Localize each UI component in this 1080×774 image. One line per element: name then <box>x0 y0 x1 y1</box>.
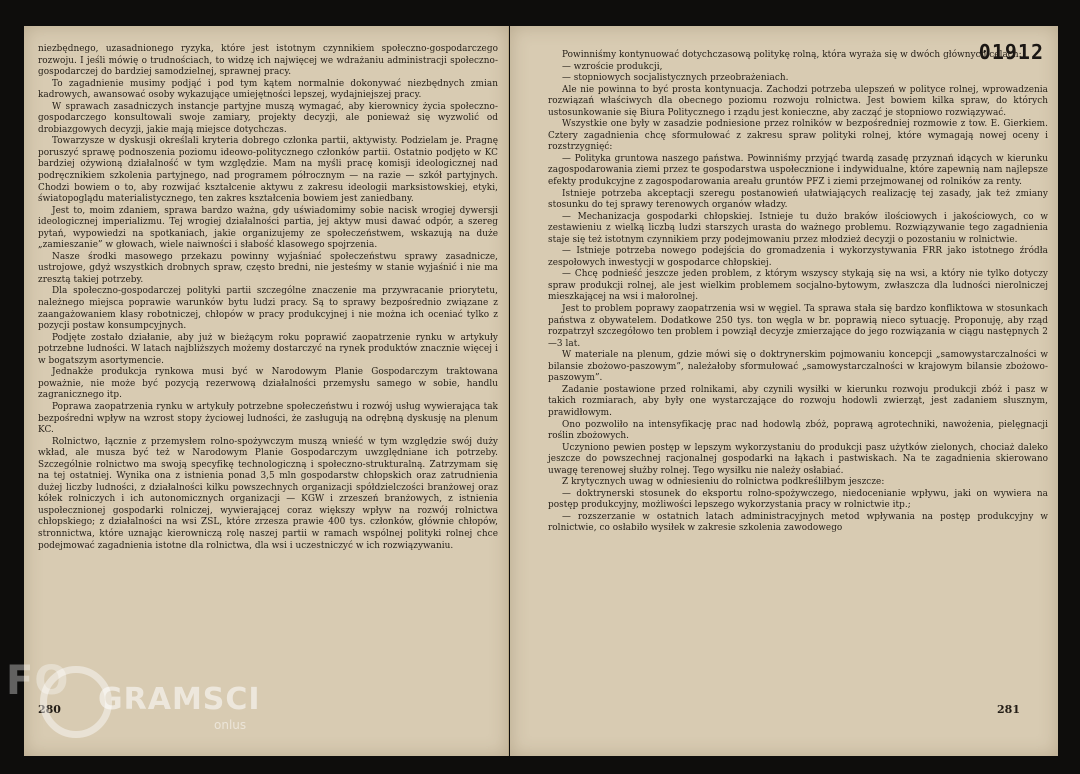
left-paragraph: To zagadnienie musimy podjąć i pod tym kątem normalnie dokonywać niezbędnych zmian kadrowych, awansować osoby wykazujące umiejętności lepszej, wydajniejszej pracy. <box>38 78 498 101</box>
right-paragraph: — stopniowych socjalistycznych przeobrażeniach. <box>562 73 789 84</box>
right-paragraph: Ono pozwoliło na intensyfikację prac nad hodowlą zbóż, poprawą agrotechniki, nawożenia, pielęgnacji roślin zbożowych. <box>548 419 1048 442</box>
left-paragraph: Jednakże produkcja rynkowa musi być w Narodowym Planie Gospodarczym traktowana poważnie, nie może być pozycją rezerwową działalności przemysłu samego w sobie, handlu zagranicznego itp. <box>38 367 498 401</box>
left-paragraph: Towarzysze w dyskusji określali kryteria dobrego członka partii, aktywisty. Podzielam je. Pragnę poruszyć sprawę podnoszenia poziomu ideowo-politycznego członków partii. Ostatnio podjęto w KC bardziej ożywioną działalność w tym względzie. Mam na myśli pracę komisji ideologicznej nad podręcznikiem szkolenia partyjnego, nad programem półrocznym — na razie — szkół partyjnych. Chodzi bowiem o to, aby rozwijać kształcenie aktywu z zakresu ideologii marksistowskiej, etyki, światopoglądu materialistycznego, ten zakres kształcenia bowiem jest zaniedbany. <box>38 136 498 205</box>
left-paragraph: W sprawach zasadniczych instancje partyjne muszą wymagać, aby kierownicy życia społeczno-gospodarczego konsultowali swoje zamiary, projekty decyzji, ale ponieważ się wyzwolić od drobiazgowych decyzji, jakie mają miejsce dotychczas. <box>38 101 498 135</box>
left-paragraph: Podjęte zostało działanie, aby już w bieżącym roku poprawić zaopatrzenie rynku w artykuły potrzebne ludności. W latach najbliższych możemy dostarczyć na rynek produktów znacznie więcej i w bogatszym asortymencie. <box>38 332 498 366</box>
right-paragraph: Z krytycznych uwag w odniesieniu do rolnictwa podkreśliłbym jeszcze: <box>562 477 885 488</box>
right-paragraph: Powinniśmy kontynuować dotychczasową politykę rolną, która wyraża się w dwóch głównych celach: <box>562 50 1022 60</box>
right-page-text <box>548 50 1048 535</box>
left-paragraph: Poprawa zaopatrzenia rynku w artykuły potrzebne społeczeństwu i rozwój usług wywierająca tak bezpośredni wpływ na wzrost stopy życiowej ludności, że zasługują na odrębną dyskusję na plenum KC. <box>38 401 498 436</box>
left-paragraph: Rolnictwo, łącznie z przemysłem rolno-spożywczym muszą wnieść w tym względzie swój duży wkład, ale musza być też w Narodowym Planie Gospodarczym uwzględniane ich potrzeby. Szczególnie rolnictwo ma swoją specyfikę technologiczną i społeczno-strukturalną. Zatrzymam się na tej ostatniej. Wynika ona z istnienia ponad 3,5 mln gospodarstw chłopskich oraz zatrudnienia dużej liczby ludności, z działalności kilku powszechnych organizacji spółdzielczości branżowej oraz kółek rolniczych i ich autonomicznych organizacji — KGW i zrzeszeń branżowych, z istnienia uspołecznionej gospodarki rolniczej, wywierającej coraz większy wpływ na rozwój rolnictwa chłopskiego; z działalności na wsi ZSL, które zrzesza prawie 400 tys. członków, głównie chłopów, stronnictwa, które uznając kierowniczą rolę naszej partii w ramach wspólnej polityki rolnej chce podejmować zagadnienia istotne dla rolnictwa, dla wsi i uczestniczyć w ich rozwiązywaniu. <box>38 436 498 551</box>
right-paragraph: Zadanie postawione przed rolnikami, aby czynili wysiłki w kierunku rozwoju produkcji zbóż i pasz w takich rozmiarach, aby były one wystarczające do rozwoju hodowli zwierząt, jest zadaniem słusznym, prawidłowym. <box>548 384 1048 418</box>
right-paragraph: — Istnieje potrzeba nowego podejścia do gromadzenia i wykorzystywania FRR jako istotnego źródła zespołowych inwestycji w gospodarce chłopskiej. <box>548 246 1048 268</box>
left-paragraph: Dla społeczno-gospodarczej polityki partii szczególne znaczenie ma przywracanie priorytetu, należnego miejsca poprawie warunków bytu ludzi pracy. Są to sprawy bezpośrednio związane z zaangażowaniem klasy robotniczej, chłopów w pracy produkcyjnej i nie można ich oceniać tylko z pozycji postaw konsumpcyjnych. <box>38 286 498 332</box>
right-paragraph: W materiale na plenum, gdzie mówi się o doktrynerskim pojmowaniu koncepcji „samowystarczalności w bilansie zbożowo-paszowym”, należałoby sformułować „samowystarczalności w krajowym bilansie zbożowo-paszowym”. <box>548 350 1048 384</box>
right-paragraph: — rozszerzanie w ostatnich latach administracyjnych metod wpływania na postęp produkcyjny w rolnictwie, co osłabiło wysiłek w zakresie szkolenia zawodowego <box>548 511 1048 534</box>
right-paragraph: Uczyniono pewien postęp w lepszym wykorzystaniu do produkcji pasz użytków zielonych, chociaż daleko jeszcze do powszechnej racjonalnej gospodarki na łąkach i pastwiskach. Na te zagadnienia skierowano uwagę terenowej służby rolnej. Tego wysiłku nie należy osłabiać. <box>548 442 1048 476</box>
watermark-prefix: FO <box>6 658 70 704</box>
right-paragraph: Jest to problem poprawy zaopatrzenia wsi w węgiel. Ta sprawa stała się bardzo konfliktowa w stosunkach państwa z obywatelem. Dodatkowe 250 tys. ton węgla w br. poprawią nieco sytuację. Proponuję, aby rząd rozpatrzył szczegółowo ten problem i powziął decyzje zmierzające do jego rozwiązania w ciągu następnych 2—3 lat. <box>548 304 1048 349</box>
watermark-name: GRAMSCI <box>98 682 261 717</box>
left-page <box>24 26 509 756</box>
right-paragraph: — doktrynerski stosunek do eksportu rolno-spożywczego, niedocenianie wpływu, jaki on wywiera na postęp produkcyjny, możliwości lepszego wykorzystania pracy w rolnictwie itp.; <box>548 488 1048 511</box>
right-paragraph: — Mechanizacja gospodarki chłopskiej. Istnieje tu dużo braków ilościowych i jakościowych, co w zestawieniu z wielką liczbą ludzi starszych urasta do ważnego problemu. Rozwiązywanie tego zagadnienia staje się też istotnym czynnikiem przy podejmowaniu przez młodzież decyzji o pozostaniu w rolnictwie. <box>548 211 1048 245</box>
archive-stamp-number: 01912 <box>978 40 1044 64</box>
left-paragraph: Nasze środki masowego przekazu powinny wyjaśniać społeczeństwu sprawy zasadnicze, ustrojowe, gdyż wszystkich drobnych spraw, często bredni, nie jesteśmy w stanie wyjaśnić i nie ma zresztą takiej potrzeby. <box>38 251 498 285</box>
right-paragraph: Ale nie powinna to być prosta kontynuacja. Zachodzi potrzeba ulepszeń w polityce rolnej, wprowadzenia rozwiązań właściwych dla obecnego poziomu rozwoju rolnictwa. Jest bowiem kilka spraw, do których ustosunkowanie się Biura Politycznego i rządu jest konieczne, aby zacząć je stopniowo rozwiązywać. <box>548 84 1048 118</box>
left-paragraph: Jest to, moim zdaniem, sprawa bardzo ważna, gdy uświadomimy sobie nacisk wrogiej dywersji ideologicznej imperializmu. Tej wrogiej działalności partia, jej aktyw musi dawać odpór, a szereg pytań, wypowiedzi na spotkaniach, jakie organizujemy ze społeczeństwem, wskazują na duże „zamieszanie” w głowach, wiele naiwności i słabość klasowego spojrzenia. <box>38 205 498 251</box>
left-paragraph: niezbędnego, uzasadnionego ryzyka, które jest istotnym czynnikiem społeczno-gospodarczego rozwoju. I jeśli mówię o trudnościach, to widzę ich najwięcej we wdrażaniu administracji społeczno-gospodarczej do bardziej samodzielnej, sprawnej pracy. <box>38 44 498 78</box>
right-paragraph: — Chcę podnieść jeszcze jeden problem, z którym wszyscy stykają się na wsi, a który nie tylko dotyczy spraw produkcji rolnej, ale jest wielkim problemem socjalno-bytowym, zwłaszcza dla ludności nierolniczej mieszkającej na wsi i małorolnej. <box>548 269 1048 303</box>
left-page-text <box>38 44 498 552</box>
right-paragraph: — Polityka gruntowa naszego państwa. Powinniśmy przyjąć twardą zasadę przyznań idących w kierunku zagospodarowania ziemi przez te gospodarstwa uspołecznione i indywidualne, które zapewnią nam najlepsze efekty produkcyjne z zagospodarowania areału gruntów PFZ i ziemi przejmowanej od rolników za renty. <box>548 153 1048 188</box>
right-paragraph: — wzroście produkcji, <box>562 61 663 72</box>
page-number-right: 281 <box>997 703 1020 716</box>
page-number-left: 280 <box>38 703 61 716</box>
right-page <box>510 26 1058 756</box>
right-paragraph: Wszystkie one były w zasadzie podniesione przez rolników w bezpośredniej rozmowie z tow. E. Gierkiem. Cztery zagadnienia chcę sformułować z zakresu spraw polityki rolnej, które wymagają nowej oceny i rozstrzygnięć: <box>548 119 1048 153</box>
watermark-suffix: onlus <box>214 718 247 732</box>
right-paragraph: Istnieje potrzeba akceptacji szeregu postanowień ułatwiających realizację tej zasady, jak też zmiany stosunku do tej sprawy terenowych organów władzy. <box>548 188 1048 211</box>
